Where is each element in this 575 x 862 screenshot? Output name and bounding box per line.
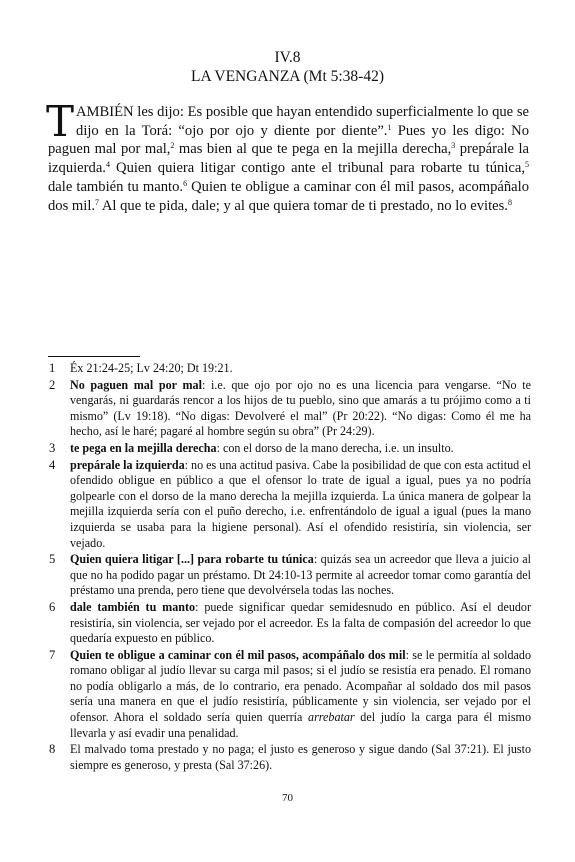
footnote-ref-3[interactable]: 3: [451, 141, 456, 151]
chapter-heading: [0, 48, 575, 86]
main-text: [46, 97, 530, 215]
footnote-term: te pega en la mejilla derecha: [70, 440, 217, 455]
chapter-title: LA VENGANZA (Mt 5:38-42): [190, 68, 385, 85]
footnote-ref-5[interactable]: 5: [525, 160, 529, 170]
sentence-7: Quien te obligue a caminar con él mil pasos, acompáñalo dos mil.: [48, 178, 529, 214]
footnote-number: 3: [49, 440, 56, 455]
footnote-number: 8: [49, 742, 56, 757]
page-number: 70: [282, 792, 293, 804]
footnote-term: Quien te obligue a caminar con él mil pasos, acompáñalo dos mil: [70, 647, 406, 662]
footnote-text: : no es una actitud pasiva. Cabe la posibilidad de que con esta actitud el ofendido obligue en público a que el ofensor lo trate de igual a igual, pues ya no podría golpearle con el dorso de la mano derecha la mejilla izquierda. La única manera de golpear la mejilla izquierda sería con el puño derecho, i.e. enfrentándolo de igual a igual (pues la mano izquierda se usaba para la higiene personal). Así el ofendido resistiría, sin violencia, ser vejado.: [70, 457, 531, 550]
footnote-number: 5: [49, 552, 56, 567]
footnote-number: 6: [49, 599, 56, 614]
footnote-term: prepárale la izquierda: [70, 457, 185, 472]
footnote-text: : quizás sea un acreedor que lleva a juicio al que no ha podido pagar un préstamo. Dt 24:10-13 permite al acreedor tomar como garantía del préstamo una prenda, pero tiene que devolvérsela todas las noches.: [70, 552, 531, 598]
drop-cap: T: [46, 97, 75, 146]
footnote-ref-8[interactable]: 8: [507, 197, 512, 207]
sentence-8: Al que te pida, dale; y al que quiera tomar de ti prestado, no lo evites.: [99, 197, 508, 214]
footnote-separator: [48, 356, 140, 357]
footnote-1: [48, 361, 531, 377]
footnote-ref-4[interactable]: 4: [105, 160, 110, 170]
footnote-ref-2[interactable]: 2: [170, 141, 175, 151]
footnote-text: : se le permitía al soldado romano obligar al judío llevar su carga mil pasos; si el judío se resistía era penado. El romano no podía obligarlo a más, de lo contrario, era penado. Acompañar al soldado dos mil pasos sería una manera en que el judío resistiría, públicamente y sin violencia, ser vejado por el ofensor. Ahora el soldado sería quien querría: [70, 647, 531, 725]
footnote-5: [48, 552, 531, 599]
sentence-6: dale también tu manto.: [48, 178, 184, 195]
footnote-text: : i.e. que ojo por ojo no es una licencia para vengarse. “No te vengarás, ni guardarás rencor a los hijos de tu pueblo, sino que amarás a tu prójimo como a ti mismo” (Lv 19:18). “No digas: Devolveré el mal” (Pr 20:22). “No digas: Como él me ha hecho, así le haré; pagaré al hombre según su obra” (Pr 24:29).: [70, 377, 531, 439]
footnote-term: dale también tu manto: [70, 599, 196, 614]
footnote-number: 7: [49, 647, 56, 662]
footnote-ref-6[interactable]: 6: [183, 178, 188, 188]
footnote-ref-1[interactable]: 1: [387, 122, 392, 132]
footnote-text-cont: del judío la carga para él mismo llevarla y así evadir una penalidad.: [70, 710, 531, 740]
sentence-2: Pues yo les digo: No paguen mal por mal,: [48, 122, 530, 158]
footnote-text: : puede significar quedar semidesnudo en público. Así el deudor resistiría, sin violencia, ser vejado por el acreedor. Es la falta de compasión del acreedor lo que quedaría expuesto en público.: [70, 599, 532, 646]
footnote-4: [48, 458, 531, 552]
footnote-term: Quien quiera litigar [...] para robarte tu túnica: [70, 552, 314, 567]
footnote-ref-7[interactable]: 7: [95, 197, 100, 207]
footnote-italic-word: arrebatar: [308, 710, 355, 725]
footnote-number: 2: [49, 377, 56, 392]
opening-small-caps: AMBIÉN: [76, 104, 134, 120]
footnote-2: [48, 378, 531, 440]
footnote-number: 4: [49, 457, 56, 472]
sentence-5: Quien quiera litigar contigo ante el tribunal para robarte tu túnica,: [109, 160, 525, 177]
footnote-text: El malvado toma prestado y no paga; el justo es generoso y sigue dando (Sal 37:21). El justo siempre es generoso, y presta (Sal 37:26).: [70, 742, 531, 772]
footnote-8: [48, 742, 531, 773]
footnote-text: : con el dorso de la mano derecha, i.e. un insulto.: [216, 440, 454, 455]
footnote-3: [48, 441, 531, 457]
footnotes: [48, 361, 531, 774]
footnote-7: [48, 648, 531, 742]
footnote-term: No paguen mal por mal: [70, 377, 202, 392]
chapter-number: IV.8: [274, 49, 301, 66]
sentence-1: les dijo: Es posible que hayan entendido superficialmente lo que se dijo en la Torá: “ojo por ojo y diente por diente”.: [76, 104, 529, 139]
sentence-4: prepárale la izquierda.: [48, 141, 529, 177]
footnote-number: 1: [49, 361, 56, 375]
footnote-text: Éx 21:24-25; Lv 24:20; Dt 19:21.: [70, 361, 233, 375]
footnote-6: [48, 600, 531, 647]
sentence-3: mas bien al que te pega en la mejilla derecha,: [174, 141, 452, 158]
